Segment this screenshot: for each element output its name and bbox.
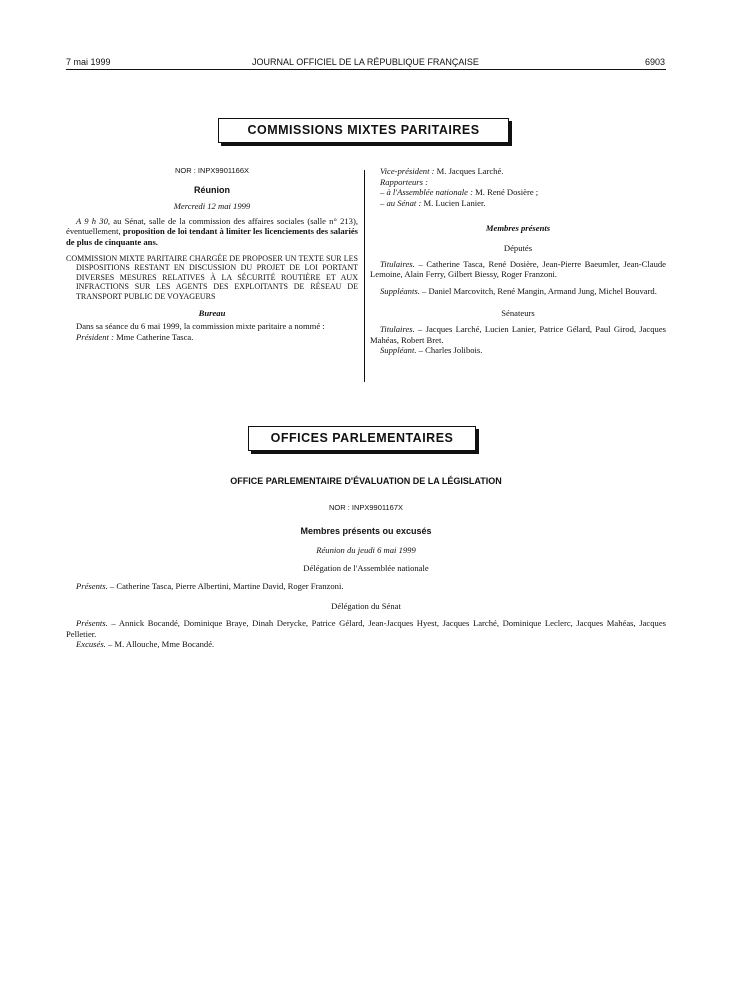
- deputes-titulaires: [370, 259, 666, 280]
- column-divider: [364, 170, 365, 382]
- vice-president-line: [370, 166, 666, 177]
- left-column: [66, 166, 358, 342]
- rapporteur-senat-line: [370, 198, 666, 209]
- delegation-an-heading: Délégation de l'Assemblée nationale: [303, 563, 429, 574]
- senateurs-suppleant-label: Suppléant.: [380, 345, 417, 356]
- senateurs-suppleant: [370, 345, 666, 356]
- section-title-offices: OFFICES PARLEMENTAIRES: [248, 426, 476, 451]
- senateurs-suppleant-names: – Charles Jolibois.: [416, 345, 483, 356]
- delegation-senat-presents-label: Présents.: [76, 618, 108, 629]
- commission-name: COMMISSION MIXTE PARITAIRE CHARGÉE DE PROPOSER UN TEXTE SUR LES DISPOSITIONS RESTANT EN DISCUSSION DU PROJET DE LOI PORTANT DIVERSES MESURES RELATIVES À LA SÉCURITÉ ROUTIÈRE ET AUX INFRACTIONS SUR LES AGENTS DES EXPLOITANTS DE RÉSEAU DE TRANSPORT PUBLIC DE VOYAGEURS: [66, 253, 358, 301]
- rapporteur-an-line: [370, 187, 666, 198]
- rapporteur-senat-name: M. Lucien Lanier.: [421, 197, 486, 208]
- deputes-heading: Députés: [503, 242, 533, 253]
- delegation-senat-excuses-names: – M. Allouche, Mme Bocandé.: [105, 639, 215, 650]
- rapporteur-senat-label: – au Sénat :: [380, 197, 422, 208]
- delegation-senat-presents-names: – Annick Bocandé, Dominique Braye, Dinah Derycke, Patrice Gélard, Jean-Jacques Hyest, Jacques Larché, Dominique Leclerc, Jacques Mahéas, Jacques Pelletier.: [66, 618, 666, 639]
- nor-reference: NOR : INPX9901166X: [174, 166, 250, 175]
- delegation-senat-excuses: [66, 639, 666, 650]
- bureau-heading: Bureau: [198, 307, 226, 318]
- delegation-an-presents-label: Présents.: [76, 580, 108, 591]
- president-name: Mme Catherine Tasca.: [113, 331, 194, 342]
- office-name: OFFICE PARLEMENTAIRE D'ÉVALUATION DE LA LÉGISLATION: [230, 476, 502, 486]
- president-label: Président :: [76, 331, 114, 342]
- office-reunion-date: Réunion du jeudi 6 mai 1999: [316, 544, 416, 555]
- deputes-titulaires-names: – Catherine Tasca, René Dosière, Jean-Pierre Baeumler, Jean-Claude Lemoine, Alain Ferry, Gilbert Biessy, Roger Franzoni.: [370, 258, 666, 280]
- rapporteur-an-name: M. René Dosière ;: [473, 187, 539, 198]
- rapporteurs-label: Rapporteurs :: [380, 176, 428, 187]
- delegation-senat-heading: Délégation du Sénat: [331, 600, 401, 611]
- senateurs-titulaires-names: – Jacques Larché, Lucien Lanier, Patrice Gélard, Paul Girod, Jacques Mahéas, Robert Bret.: [370, 323, 666, 345]
- deputes-suppleants-label: Suppléants.: [380, 285, 420, 296]
- reunion-heading: Réunion: [194, 184, 230, 195]
- deputes-titulaires-label: Titulaires.: [380, 258, 415, 269]
- agenda-bill: proposition de loi tendant à limiter les licenciements des salariés de plus de cinquante ans.: [66, 226, 359, 247]
- header-rule: [66, 69, 666, 70]
- agenda-time: A 9 h 30,: [76, 215, 111, 226]
- delegation-an-presents-names: – Catherine Tasca, Pierre Albertini, Martine David, Roger Franzoni.: [107, 580, 344, 591]
- reunion-date: Mercredi 12 mai 1999: [173, 201, 251, 212]
- deputes-suppleants-names: – Daniel Marcovitch, René Mangin, Armand Jung, Michel Bouvard.: [419, 285, 657, 296]
- delegation-senat-excuses-label: Excusés.: [76, 639, 106, 650]
- delegation-senat-presents: [66, 618, 666, 639]
- vice-president-name: M. Jacques Larché.: [434, 166, 504, 176]
- deputes-suppleants: [370, 286, 666, 297]
- senateurs-titulaires-label: Titulaires.: [380, 323, 415, 334]
- header-journal: JOURNAL OFFICIEL DE LA RÉPUBLIQUE FRANÇAISE: [252, 57, 479, 67]
- header-date: 7 mai 1999: [66, 57, 111, 67]
- header-page-number: 6903: [644, 57, 665, 67]
- section-title-commissions: COMMISSIONS MIXTES PARITAIRES: [218, 118, 509, 143]
- right-column: [370, 166, 666, 356]
- delegation-an-presents: [66, 581, 666, 592]
- seance-paragraph: Dans sa séance du 6 mai 1999, la commission mixte paritaire a nommé :: [76, 321, 325, 332]
- agenda-paragraph: [66, 216, 358, 248]
- rapporteur-an-label: – à l'Assemblée nationale :: [380, 187, 474, 198]
- office-nor-reference: NOR : INPX9901167X: [328, 502, 404, 512]
- vice-president-label: Vice-président :: [380, 166, 435, 176]
- offices-section: [66, 476, 666, 650]
- president-line: [66, 332, 358, 343]
- membres-presents-heading: Membres présents: [485, 223, 551, 234]
- office-membres-heading: Membres présents ou excusés: [300, 526, 432, 537]
- senateurs-titulaires: [370, 324, 666, 345]
- senateurs-heading: Sénateurs: [501, 308, 535, 319]
- agenda-text: au Sénat, salle de la commission des affaires sociales (salle n° 213), éventuellement,: [66, 215, 358, 237]
